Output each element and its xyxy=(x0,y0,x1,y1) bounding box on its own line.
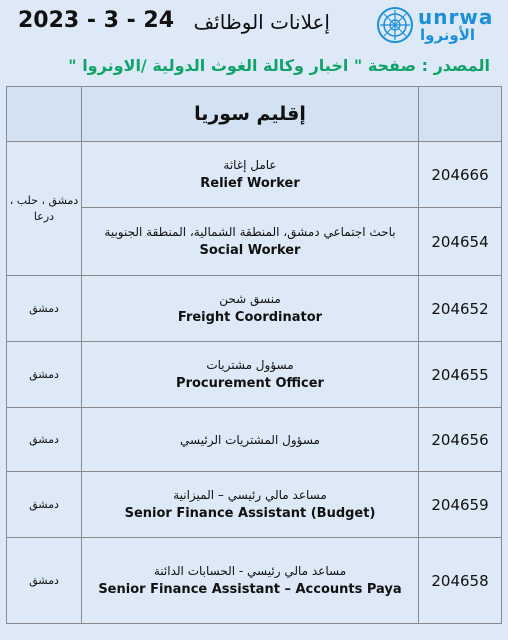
vacancy-number: 204658 xyxy=(419,538,502,624)
header-cell-empty-right xyxy=(419,87,502,142)
page-title-date: 2023 - 3 - 24 xyxy=(18,8,175,33)
job-title-arabic: مسؤول مشتريات xyxy=(206,357,294,372)
job-title-english: Senior Finance Assistant (Budget) xyxy=(124,505,376,521)
job-title-cell xyxy=(82,276,419,342)
location-cell: دمشق xyxy=(7,342,82,408)
job-title-cell xyxy=(82,342,419,408)
jobs-table xyxy=(6,86,502,624)
vacancy-number: 204659 xyxy=(419,472,502,538)
job-title-arabic: مساعد مالي رئيسي – الميزانية xyxy=(173,487,327,502)
region-heading: إقليم سوريا xyxy=(82,87,419,142)
job-title-arabic: عامل إغاثة xyxy=(223,157,277,172)
location-cell: دمشق xyxy=(7,408,82,472)
job-title-arabic: مسؤول المشتريات الرئيسي xyxy=(180,432,320,447)
vacancy-number: 204654 xyxy=(419,208,502,276)
job-title-cell xyxy=(82,472,419,538)
job-title-cell xyxy=(82,142,419,208)
job-title-cell xyxy=(82,538,419,624)
job-title-arabic: منسق شحن xyxy=(219,291,281,306)
table-row xyxy=(7,538,502,624)
job-title-cell xyxy=(82,208,419,276)
job-title-english: Freight Coordinator xyxy=(177,309,323,325)
logo-text-arabic: الأونروا xyxy=(420,26,476,44)
job-title-english: Relief Worker xyxy=(200,175,300,191)
location-cell: دمشق ، حلب ، درعا xyxy=(7,142,82,276)
location-cell: دمشق xyxy=(7,538,82,624)
job-title-english: Social Worker xyxy=(199,242,301,258)
table-row xyxy=(7,342,502,408)
logo-text-latin: unrwa xyxy=(418,5,494,29)
un-emblem-icon xyxy=(376,6,414,44)
job-title-arabic: مساعد مالي رئيسي - الحسابات الدائنة xyxy=(153,563,347,578)
table-row xyxy=(7,276,502,342)
table-row xyxy=(7,408,502,472)
vacancy-number: 204666 xyxy=(419,142,502,208)
job-title-cell xyxy=(82,408,419,472)
location-cell: دمشق xyxy=(7,472,82,538)
unrwa-logo xyxy=(376,4,494,48)
location-cell: دمشق xyxy=(7,276,82,342)
page-title-arabic: إعلانات الوظائف xyxy=(193,10,330,34)
job-title-english: Procurement Officer xyxy=(176,375,324,391)
vacancy-number: 204656 xyxy=(419,408,502,472)
table-row xyxy=(7,208,502,276)
vacancy-number: 204652 xyxy=(419,276,502,342)
page-header xyxy=(0,0,508,88)
source-line: المصدر : صفحة " اخبار وكالة الغوث الدولية /الاونروا " xyxy=(68,56,490,75)
table-row xyxy=(7,142,502,208)
vacancy-number: 204655 xyxy=(419,342,502,408)
table-header-row xyxy=(7,87,502,142)
table-row xyxy=(7,472,502,538)
job-title-arabic: باحث اجتماعي دمشق، المنطقة الشمالية، المنطقة الجنوبية xyxy=(104,224,396,239)
header-cell-empty-left xyxy=(7,87,82,142)
job-title-english: Senior Finance Assistant – Accounts Paya xyxy=(98,581,402,597)
